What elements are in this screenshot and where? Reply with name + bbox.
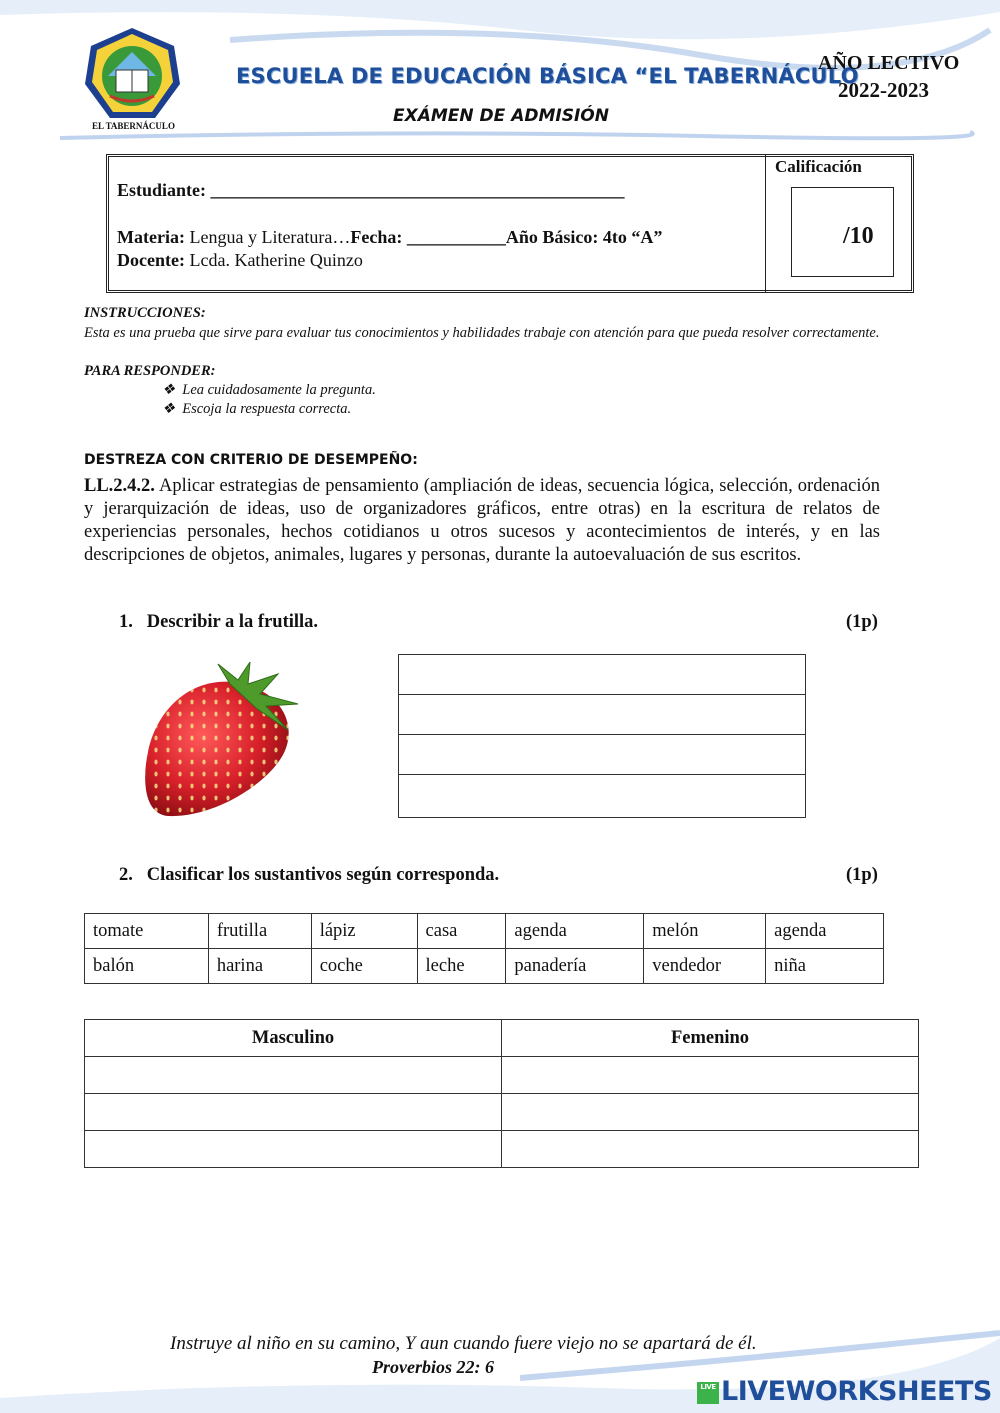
masculine-header: Masculino — [85, 1020, 502, 1057]
question-number: 2. — [119, 865, 133, 885]
date-label: Fecha: — [350, 227, 403, 247]
strawberry-image — [138, 660, 304, 820]
classification-table — [84, 1019, 919, 1168]
noun-cell[interactable]: casa — [417, 914, 506, 949]
skill-title: DESTREZA CON CRITERIO DE DESEMPEÑO: — [84, 452, 418, 468]
table-row — [85, 1131, 919, 1168]
liveworksheets-brand[interactable] — [697, 1376, 992, 1407]
student-row — [117, 180, 625, 201]
noun-cell[interactable]: harina — [208, 949, 311, 984]
bullet-item — [162, 401, 351, 418]
question-2-points: (1p) — [846, 865, 878, 885]
date-field[interactable]: ___________ — [402, 227, 506, 247]
bullet-text: Lea cuidadosamente la pregunta. — [182, 382, 376, 398]
table-row — [85, 914, 884, 949]
score-value: /10 — [843, 223, 874, 249]
noun-cell[interactable]: lápiz — [311, 914, 417, 949]
bullet-text: Escoja la respuesta correcta. — [182, 401, 352, 417]
skill-description — [84, 475, 880, 567]
school-year-label: AÑO LECTIVO — [818, 52, 960, 74]
school-name: ESCUELA DE EDUCACIÓN BÁSICA “EL TABERNÁCULO — [236, 64, 859, 88]
respond-title: PARA RESPONDER: — [84, 363, 216, 379]
table-header-row — [85, 1020, 919, 1057]
diamond-bullet-icon: ❖ — [162, 401, 175, 417]
noun-cell[interactable]: vendedor — [644, 949, 766, 984]
exam-title: EXÁMEN DE ADMISIÓN — [393, 106, 609, 126]
logo-caption: EL TABERNÁCULO — [92, 121, 175, 131]
teacher-row — [117, 250, 363, 271]
feminine-drop-cell[interactable] — [502, 1094, 919, 1131]
feminine-drop-cell[interactable] — [502, 1131, 919, 1168]
answer-line[interactable] — [399, 695, 805, 735]
table-row — [85, 1094, 919, 1131]
diamond-bullet-icon: ❖ — [162, 382, 175, 398]
school-year-value: 2022-2023 — [838, 78, 929, 102]
noun-cell[interactable]: agenda — [506, 914, 644, 949]
skill-code: LL.2.4.2. — [84, 476, 155, 496]
table-row — [85, 949, 884, 984]
description-answer-box — [398, 654, 806, 818]
noun-cell[interactable]: melón — [644, 914, 766, 949]
noun-cell[interactable]: niña — [766, 949, 884, 984]
grade-level: Año Básico: 4to “A” — [505, 227, 663, 247]
answer-line[interactable] — [399, 655, 805, 695]
feminine-header: Femenino — [502, 1020, 919, 1057]
info-divider — [765, 154, 766, 293]
skill-text: Aplicar estrategias de pensamiento (ampliación de ideas, secuencia lógica, selección, ordenación y jerarquización de ideas, uso de organizadores gráficos, entre otras) en la escritura de relatos de experiencias personales, hechos cotidianos u otros sucesos y acontecimientos de interés, y en las descripciones de objetos, animales, lugares y personas, durante la autoevaluación de sus escritos. — [84, 476, 880, 565]
school-logo — [80, 24, 185, 124]
brand-text: LIVEWORKSHEETS — [721, 1376, 992, 1407]
subject-value: Lengua y Literatura… — [184, 227, 351, 247]
liveworksheets-logo-icon: LIVE — [697, 1382, 719, 1404]
question-number: 1. — [119, 612, 133, 632]
subject-label: Materia: — [117, 227, 185, 247]
noun-cell[interactable]: leche — [417, 949, 506, 984]
masculine-drop-cell[interactable] — [85, 1057, 502, 1094]
subject-row — [117, 227, 662, 248]
teacher-label: Docente: — [117, 250, 185, 270]
instructions-text: Esta es una prueba que sirve para evaluar tus conocimientos y habilidades trabaje con atención para que pueda resolver correctamente. — [84, 325, 880, 341]
question-2-title — [119, 865, 499, 886]
score-label: Calificación — [775, 157, 862, 176]
answer-line[interactable] — [399, 735, 805, 775]
footer-quote: Instruye al niño en su camino, Y aun cuando fuere viejo no se apartará de él. — [170, 1333, 757, 1354]
question-1-points: (1p) — [846, 612, 878, 632]
question-text: Describir a la frutilla. — [146, 612, 319, 632]
teacher-value: Lcda. Katherine Quinzo — [184, 250, 363, 270]
noun-cell[interactable]: frutilla — [208, 914, 311, 949]
student-name-field[interactable]: ______________________________________________ — [210, 180, 625, 200]
noun-cell[interactable]: balón — [85, 949, 209, 984]
noun-cell[interactable]: agenda — [766, 914, 884, 949]
feminine-drop-cell[interactable] — [502, 1057, 919, 1094]
instructions-title: INSTRUCCIONES: — [84, 305, 206, 321]
footer-reference: Proverbios 22: 6 — [372, 1357, 494, 1377]
noun-cell[interactable]: tomate — [85, 914, 209, 949]
masculine-drop-cell[interactable] — [85, 1131, 502, 1168]
student-label: Estudiante: — [117, 180, 207, 200]
answer-line[interactable] — [399, 775, 805, 815]
noun-cell[interactable]: panadería — [506, 949, 644, 984]
masculine-drop-cell[interactable] — [85, 1094, 502, 1131]
question-text: Clasificar los sustantivos según corresponda. — [146, 865, 500, 885]
question-1-title — [119, 612, 318, 633]
table-row — [85, 1057, 919, 1094]
noun-cell[interactable]: coche — [311, 949, 417, 984]
bullet-item — [162, 382, 376, 399]
nouns-table — [84, 913, 884, 984]
